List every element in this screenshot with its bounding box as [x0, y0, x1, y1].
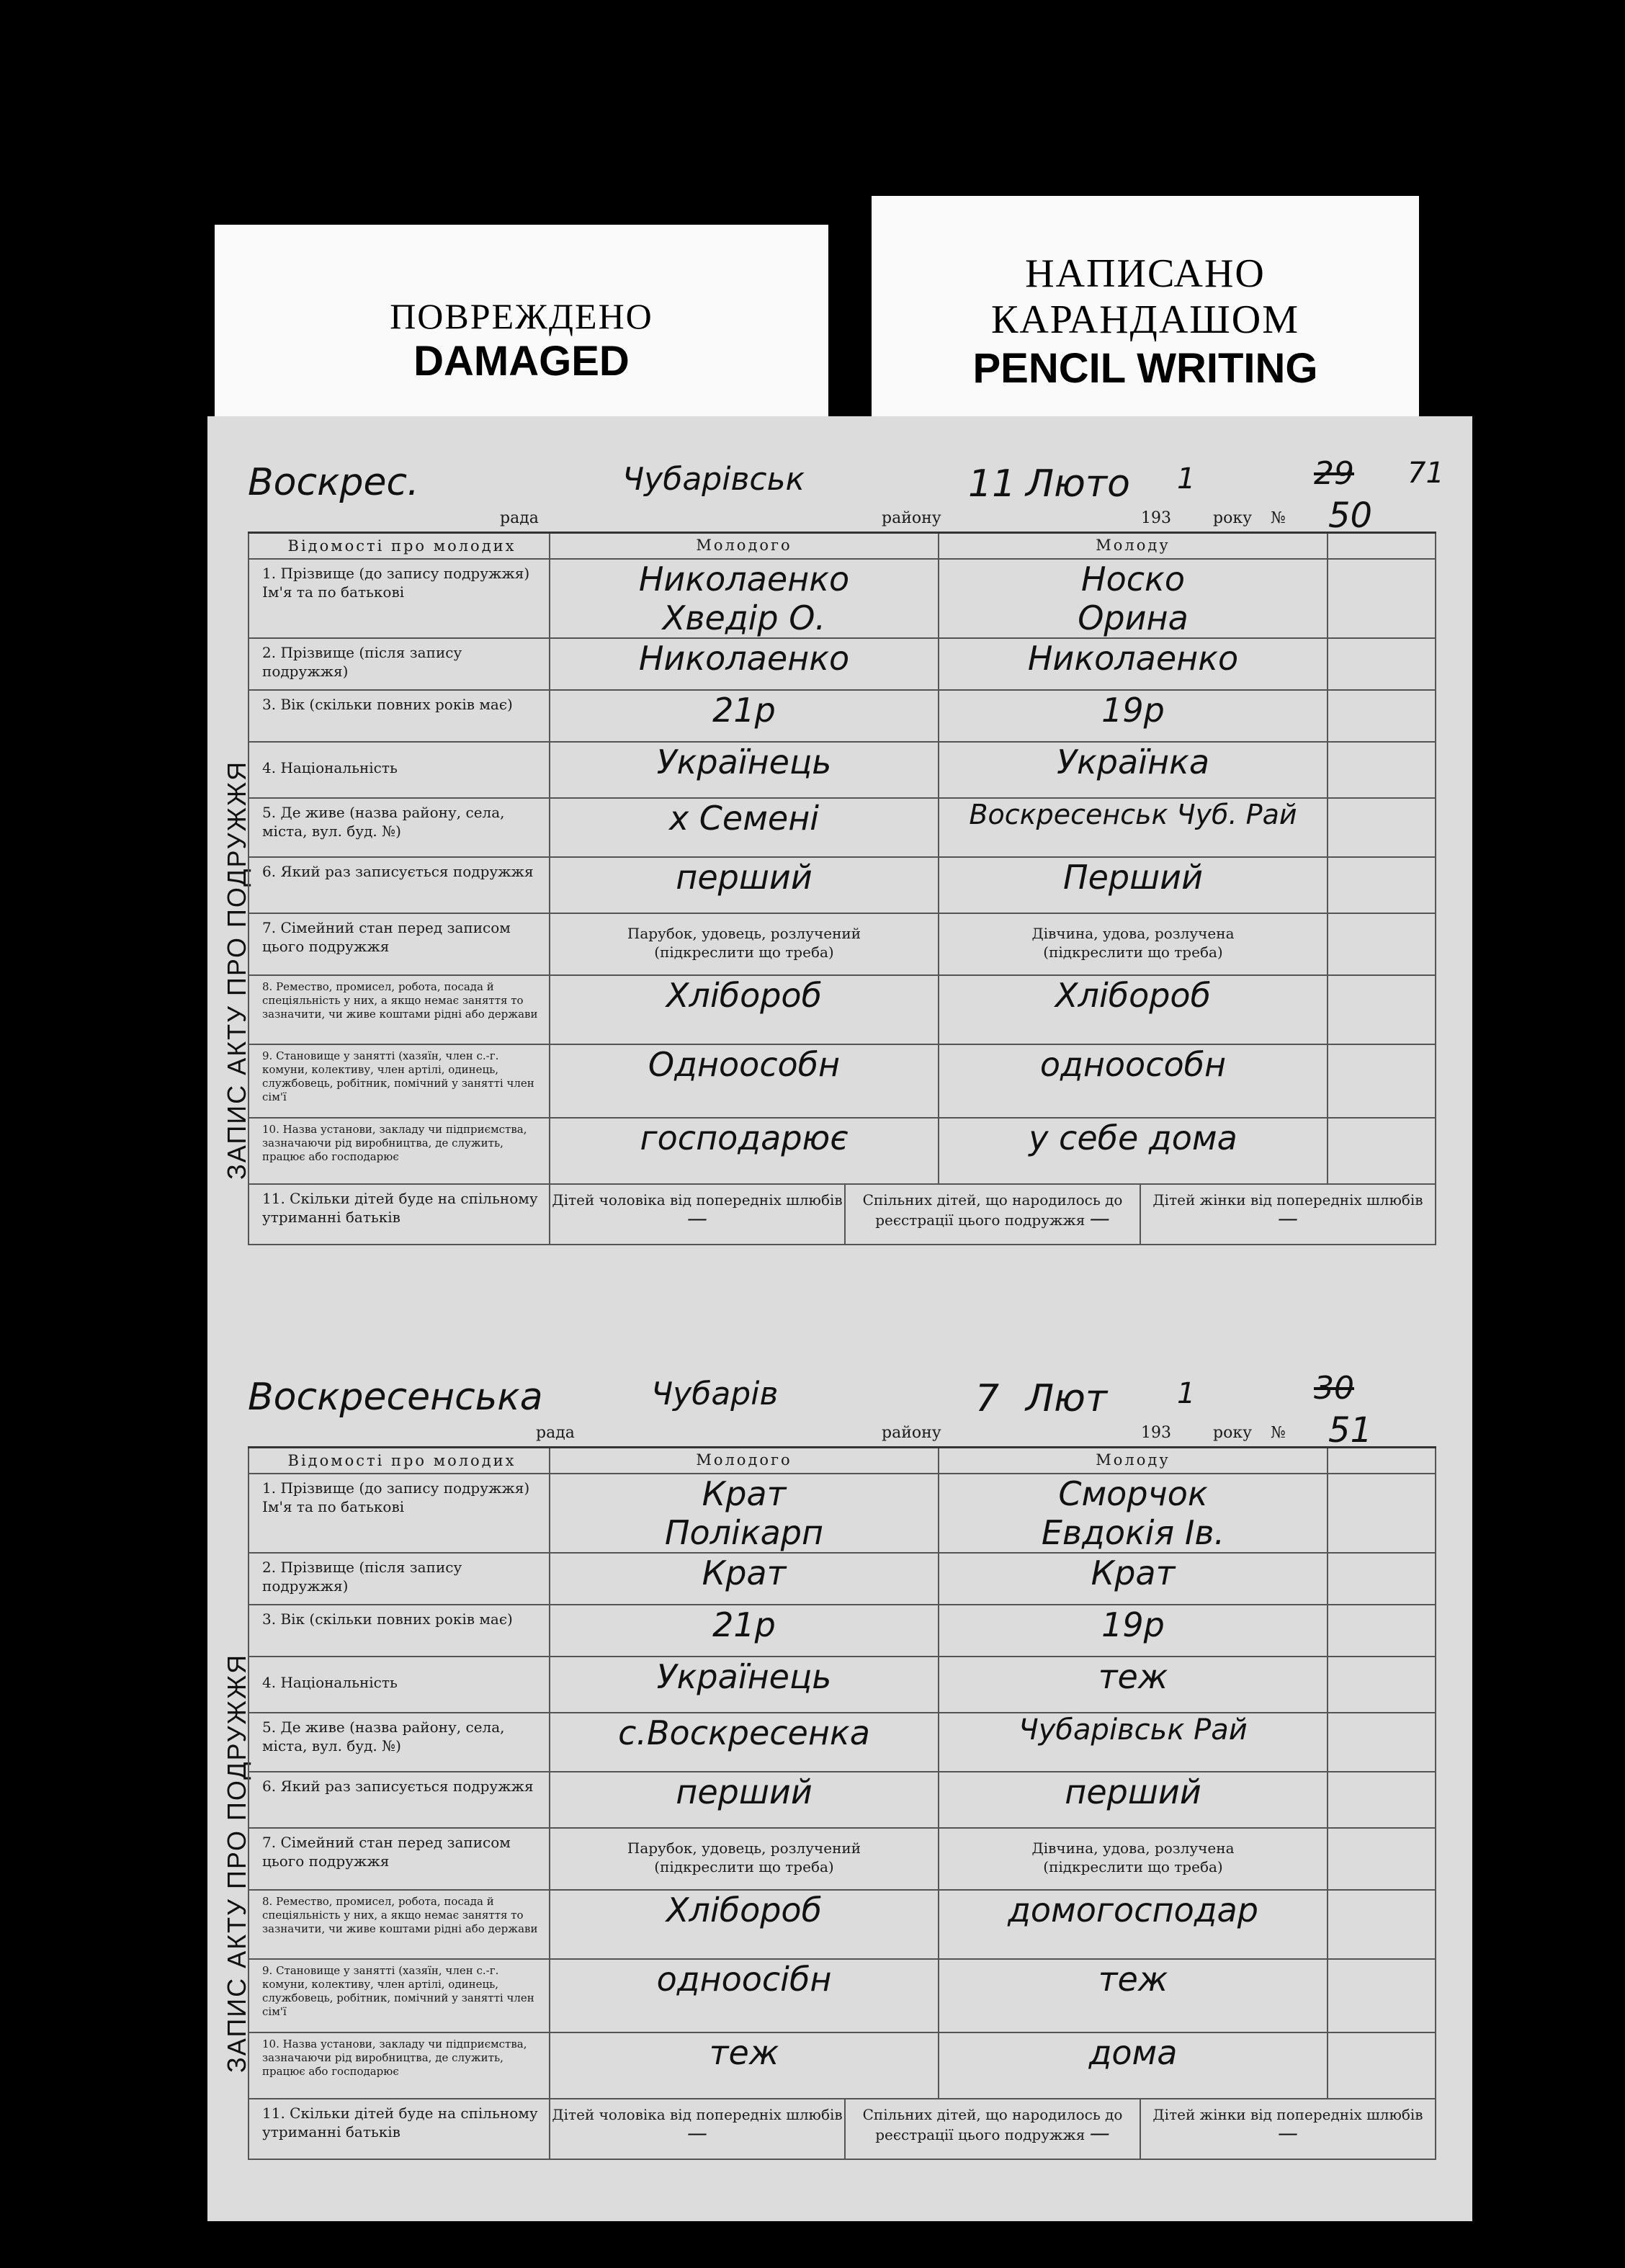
- bride-surname-after: Николаенко: [939, 639, 1328, 689]
- children-bride-value: —: [1278, 2121, 1298, 2145]
- bride-residence: Чубарівськ Рай: [939, 1713, 1328, 1771]
- pencil-label-ru-2: КАРАНДАШОМ: [990, 297, 1300, 342]
- bride-name: Орина: [1078, 599, 1188, 637]
- col-info-header: Відомості про молодих: [248, 1448, 550, 1473]
- row-extra: [1328, 639, 1436, 689]
- col-bride-header: Молоду: [939, 1448, 1328, 1473]
- row-children-label: 11. Скільки дітей буде на спільному утриманні батьків: [248, 1185, 550, 1244]
- col-extra: [1328, 534, 1436, 558]
- bride-surname-before: Сморчок: [1058, 1474, 1208, 1513]
- bride-times: Перший: [939, 858, 1328, 913]
- groom-surname-after: Николаенко: [550, 639, 939, 689]
- groom-residence: х Семені: [550, 799, 939, 856]
- row-extra: [1328, 799, 1436, 856]
- rada-label: рада: [500, 509, 539, 527]
- row-extra: [1328, 858, 1436, 913]
- groom-position: Одноособн: [550, 1045, 939, 1117]
- row-extra: [1328, 1657, 1436, 1712]
- rada-label: рада: [536, 1424, 575, 1442]
- groom-name-cell: [550, 560, 939, 637]
- bride-nationality: теж: [939, 1657, 1328, 1712]
- groom-times: перший: [550, 1772, 939, 1827]
- col-bride-header: Молоду: [939, 534, 1328, 558]
- groom-status-options: Парубок, удовець, розлучений: [627, 925, 861, 942]
- groom-status-cell: [550, 1829, 939, 1889]
- underline-note: (підкреслити що треба): [654, 943, 834, 961]
- groom-age: 21р: [550, 691, 939, 741]
- row-extra: [1328, 691, 1436, 741]
- record-number-old: 29: [1314, 455, 1354, 492]
- row-label: Ім'я та по батькові: [262, 1498, 405, 1515]
- groom-nationality: Українець: [550, 1657, 939, 1712]
- year-prefix: 193: [1141, 1424, 1171, 1442]
- row-extra: [1328, 1119, 1436, 1183]
- children-bride-prev: [1141, 2099, 1435, 2159]
- row-surname-before-label: [248, 1474, 550, 1552]
- row-age-label: 3. Вік (скільки повних років має): [248, 1605, 550, 1656]
- children-groom-value: —: [687, 2121, 707, 2145]
- row-extra: [1328, 1829, 1436, 1889]
- col-groom-header: Молодого: [550, 534, 939, 558]
- row-position-label: 9. Становище у занятті (хазяїн, член с.-г. комуни, колективу, член артілі, одинець, службовець, робітник, помічний у занятті член сім'ї: [248, 1045, 550, 1117]
- bride-name-cell: [939, 1474, 1328, 1552]
- number-label: №: [1271, 1424, 1286, 1442]
- village-name: Воскресенська: [248, 1376, 543, 1419]
- col-info-header: Відомості про молодих: [248, 534, 550, 558]
- side-caption-top: ЗАПИС АКТУ ПРО ПОДРУЖЖЯ: [222, 760, 251, 1180]
- corner-number: 71: [1407, 457, 1444, 490]
- bride-occupation: домогосподар: [939, 1891, 1328, 1958]
- rayonu-label: району: [882, 509, 941, 527]
- children-bride-prev: [1141, 1185, 1435, 1244]
- col-groom-header: Молодого: [550, 1448, 939, 1473]
- groom-status-cell: [550, 914, 939, 974]
- row-extra: [1328, 914, 1436, 974]
- record-table: [248, 534, 1436, 1245]
- bride-surname-after: Крат: [939, 1554, 1328, 1604]
- bride-workplace: у себе дома: [939, 1119, 1328, 1183]
- row-surname-after-label: 2. Прізвище (після запису подружжя): [248, 639, 550, 689]
- marriage-record-2: [248, 1370, 1436, 2160]
- children-common-value: —: [1089, 2121, 1110, 2145]
- record-number-old: 30: [1314, 1370, 1354, 1407]
- record-day: 7: [975, 1377, 1000, 1420]
- row-extra: [1328, 1474, 1436, 1552]
- record-month: Люто: [1026, 462, 1130, 506]
- village-name: Воскрес.: [248, 461, 419, 504]
- record-number: 50: [1328, 496, 1373, 536]
- groom-occupation: Хлібороб: [550, 976, 939, 1044]
- record-number: 51: [1328, 1410, 1373, 1451]
- number-label: №: [1271, 509, 1286, 527]
- children-groom-label: Дітей чоловіка від попередніх шлюбів: [552, 2106, 843, 2123]
- bride-status-cell: [939, 914, 1328, 974]
- bride-status-cell: [939, 1829, 1328, 1889]
- bride-surname-before: Носко: [1081, 560, 1185, 599]
- row-age-label: 3. Вік (скільки повних років має): [248, 691, 550, 741]
- bride-workplace: дома: [939, 2033, 1328, 2098]
- row-nationality-label: 4. Національність: [248, 1657, 550, 1712]
- damaged-label-ru: ПОВРЕЖДЕНО: [390, 296, 653, 336]
- bride-age: 19р: [939, 691, 1328, 741]
- row-label: 1. Прізвище (до запису подружжя): [262, 565, 530, 582]
- roku-label: року: [1213, 1424, 1253, 1442]
- bride-status-options: Дівчина, удова, розлучена: [1031, 925, 1235, 942]
- pencil-label-card: [872, 196, 1419, 419]
- row-residence-label: 5. Де живе (назва району, села, міста, вул. буд. №): [248, 799, 550, 856]
- pencil-label-en: PENCIL WRITING: [972, 345, 1318, 392]
- row-occupation-label: 8. Ремество, промисел, робота, посада й спеціяльність у них, а якщо немає заняття то зазначити, чи живе коштами рідні або держави: [248, 1891, 550, 1958]
- bride-occupation: Хлібороб: [939, 976, 1328, 1044]
- row-status-label: 7. Сімейний стан перед записом цього подружжя: [248, 914, 550, 974]
- row-extra: [1328, 743, 1436, 797]
- children-groom-prev: [550, 1185, 846, 1244]
- row-extra: [1328, 1772, 1436, 1827]
- groom-times: перший: [550, 858, 939, 913]
- row-occupation-label: 8. Ремество, промисел, робота, посада й спеціяльність у них, а якщо немає заняття то зазначити, чи живе коштами рідні або держави: [248, 976, 550, 1044]
- groom-occupation: Хлібороб: [550, 1891, 939, 1958]
- children-common-label: Спільних дітей, що народилось до реєстрації цього подружжя: [862, 2106, 1123, 2143]
- rayonu-label: району: [882, 1424, 941, 1442]
- children-groom-value: —: [687, 1206, 707, 1230]
- row-residence-label: 5. Де живе (назва району, села, міста, вул. буд. №): [248, 1713, 550, 1771]
- bride-residence: Воскресенськ Чуб. Рай: [939, 799, 1328, 856]
- groom-nationality: Українець: [550, 743, 939, 797]
- side-caption-bottom: ЗАПИС АКТУ ПРО ПОДРУЖЖЯ: [222, 1653, 251, 2073]
- children-groom-label: Дітей чоловіка від попередніх шлюбів: [552, 1191, 843, 1209]
- underline-note: (підкреслити що треба): [654, 1858, 834, 1875]
- row-surname-before-label: [248, 560, 550, 637]
- marriage-record-1: [248, 455, 1444, 1245]
- record-header: [248, 1370, 1436, 1451]
- year-prefix: 193: [1141, 509, 1171, 527]
- groom-name: Хведір О.: [662, 599, 826, 637]
- groom-workplace: господарює: [550, 1119, 939, 1183]
- row-extra: [1328, 1960, 1436, 2032]
- register-sheet: [207, 416, 1472, 2221]
- bride-name: Евдокія Ів.: [1041, 1513, 1225, 1552]
- row-surname-after-label: 2. Прізвище (після запису подружжя): [248, 1554, 550, 1604]
- children-common: [846, 1185, 1141, 1244]
- bride-age: 19р: [939, 1605, 1328, 1656]
- record-day: 11: [968, 462, 1016, 506]
- bride-times: перший: [939, 1772, 1328, 1827]
- bride-status-options: Дівчина, удова, розлучена: [1031, 1839, 1235, 1857]
- record-table: [248, 1448, 1436, 2160]
- groom-name: Полікарп: [664, 1513, 824, 1552]
- rayon-name: Чубарівськ: [622, 461, 805, 498]
- bride-position: одноособн: [939, 1045, 1328, 1117]
- row-extra: [1328, 1891, 1436, 1958]
- row-extra: [1328, 2033, 1436, 2098]
- row-extra: [1328, 1605, 1436, 1656]
- groom-status-options: Парубок, удовець, розлучений: [627, 1839, 861, 1857]
- row-extra: [1328, 1045, 1436, 1117]
- year-digit: 1: [1177, 1377, 1196, 1410]
- row-workplace-label: 10. Назва установи, закладу чи підприємства, зазначаючи рід виробництва, де служить, працює або господарює: [248, 2033, 550, 2098]
- groom-surname-before: Крат: [702, 1474, 787, 1513]
- children-bride-label: Дітей жінки від попередніх шлюбів: [1152, 1191, 1423, 1209]
- children-bride-label: Дітей жінки від попередніх шлюбів: [1152, 2106, 1423, 2123]
- children-groom-prev: [550, 2099, 846, 2159]
- row-extra: [1328, 976, 1436, 1044]
- children-common: [846, 2099, 1141, 2159]
- row-extra: [1328, 1554, 1436, 1604]
- row-label: Ім'я та по батькові: [262, 583, 405, 601]
- groom-residence: с.Воскресенка: [550, 1713, 939, 1771]
- pencil-label-ru-1: НАПИСАНО: [1025, 251, 1266, 296]
- groom-surname-after: Крат: [550, 1554, 939, 1604]
- bride-position: теж: [939, 1960, 1328, 2032]
- groom-age: 21р: [550, 1605, 939, 1656]
- roku-label: року: [1213, 509, 1253, 527]
- damaged-label-en: DAMAGED: [413, 338, 630, 385]
- rayon-name: Чубарів: [651, 1376, 779, 1412]
- underline-note: (підкреслити що треба): [1043, 943, 1223, 961]
- row-times-label: 6. Який раз записується подружжя: [248, 858, 550, 913]
- groom-surname-before: Николаенко: [638, 560, 850, 599]
- damaged-label-card: [215, 225, 828, 419]
- record-header: [248, 455, 1444, 536]
- groom-workplace: теж: [550, 2033, 939, 2098]
- record-month: Лют: [1026, 1377, 1108, 1420]
- col-extra: [1328, 1448, 1436, 1473]
- row-label: 1. Прізвище (до запису подружжя): [262, 1479, 530, 1497]
- children-common-value: —: [1089, 1206, 1110, 1230]
- row-nationality-label: 4. Національність: [248, 743, 550, 797]
- row-times-label: 6. Який раз записується подружжя: [248, 1772, 550, 1827]
- children-cell: [550, 1185, 1436, 1244]
- underline-note: (підкреслити що треба): [1043, 1858, 1223, 1875]
- row-position-label: 9. Становище у занятті (хазяїн, член с.-г. комуни, колективу, член артілі, одинець, службовець, робітник, помічний у занятті член сім'ї: [248, 1960, 550, 2032]
- groom-position: одноосібн: [550, 1960, 939, 2032]
- children-cell: [550, 2099, 1436, 2159]
- row-extra: [1328, 560, 1436, 637]
- bride-nationality: Українка: [939, 743, 1328, 797]
- groom-name-cell: [550, 1474, 939, 1552]
- row-extra: [1328, 1713, 1436, 1771]
- year-digit: 1: [1177, 462, 1196, 496]
- row-children-label: 11. Скільки дітей буде на спільному утриманні батьків: [248, 2099, 550, 2159]
- children-common-label: Спільних дітей, що народилось до реєстрації цього подружжя: [862, 1191, 1123, 1229]
- children-bride-value: —: [1278, 1206, 1298, 1230]
- bride-name-cell: [939, 560, 1328, 637]
- row-status-label: 7. Сімейний стан перед записом цього подружжя: [248, 1829, 550, 1889]
- row-workplace-label: 10. Назва установи, закладу чи підприємства, зазначаючи рід виробництва, де служить, працює або господарює: [248, 1119, 550, 1183]
